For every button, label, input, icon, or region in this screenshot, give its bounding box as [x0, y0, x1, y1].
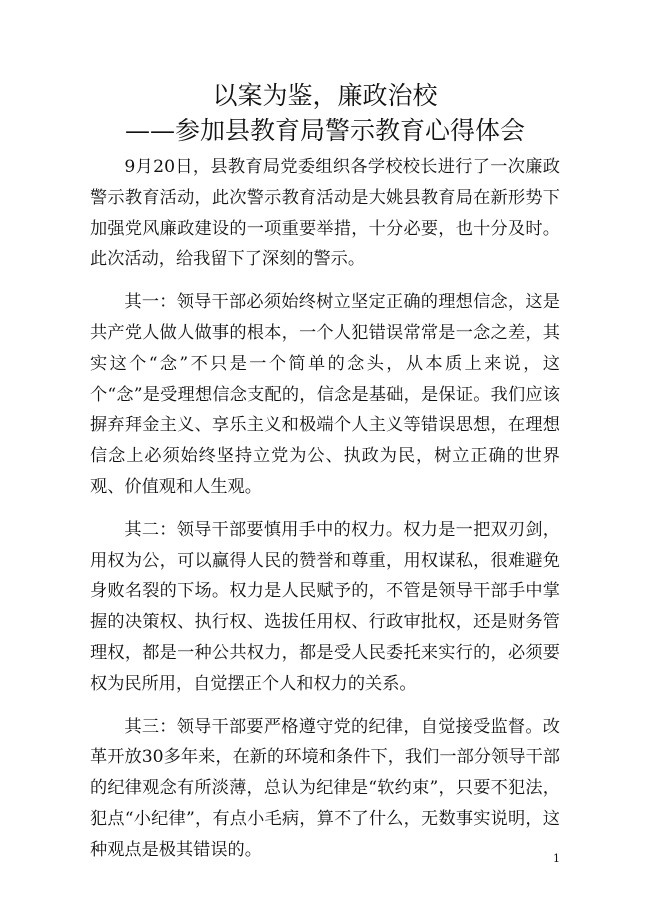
paragraph-point-one: 其一：领导干部必须始终树立坚定正确的理想信念，这是共产党人做人做事的根本，一个人犯错误常常是一念之差，其实这个“念”不只是一个简单的念头，从本质上来说，这个“念”是受理想信念支配的，信念是基础，是保证。我们应该摒弃拜金主义、享乐主义和极端个人主义等错误思想，在理想信念上必须始终坚持立党为公、执政为民，树立正确的世界观、价值观和人生观。	[90, 292, 560, 497]
paragraph-point-three: 其三：领导干部要严格遵守党的纪律，自觉接受监督。改革开放30多年来，在新的环境和条件下，我们一部分领导干部的纪律观念有所淡薄，总认为纪律是“软约束”，只要不犯法，犯点“小纪律”，有点小毛病，算不了什么，无数事实说明，这种观点是极其错误的。	[90, 716, 560, 860]
paragraph-intro: 9月20日，县教育局党委组织各学校校长进行了一次廉政警示教育活动，此次警示教育活动是大姚县教育局在新形势下加强党风廉政建设的一项重要举措，十分必要，也十分及时。此次活动，给我留下了深刻的警示。	[90, 157, 560, 270]
document-subtitle: ——参加县教育局警示教育心得体会	[124, 116, 525, 145]
document-title: 以案为鉴，廉政治校	[212, 81, 438, 110]
title-block	[90, 78, 560, 148]
document-body	[90, 152, 560, 866]
page-number: 1	[553, 852, 560, 865]
paragraph-point-two: 其二：领导干部要慎用手中的权力。权力是一把双刃剑，用权为公，可以赢得人民的赞誉和尊重，用权谋私，很难避免身败名裂的下场。权力是人民赋予的，不管是领导干部手中掌握的决策权、执行权、选拔任用权、行政审批权，还是财务管理权，都是一种公共权力，都是受人民委托来实行的，必须要权为民所用，自觉摆正个人和权力的关系。	[90, 519, 560, 694]
